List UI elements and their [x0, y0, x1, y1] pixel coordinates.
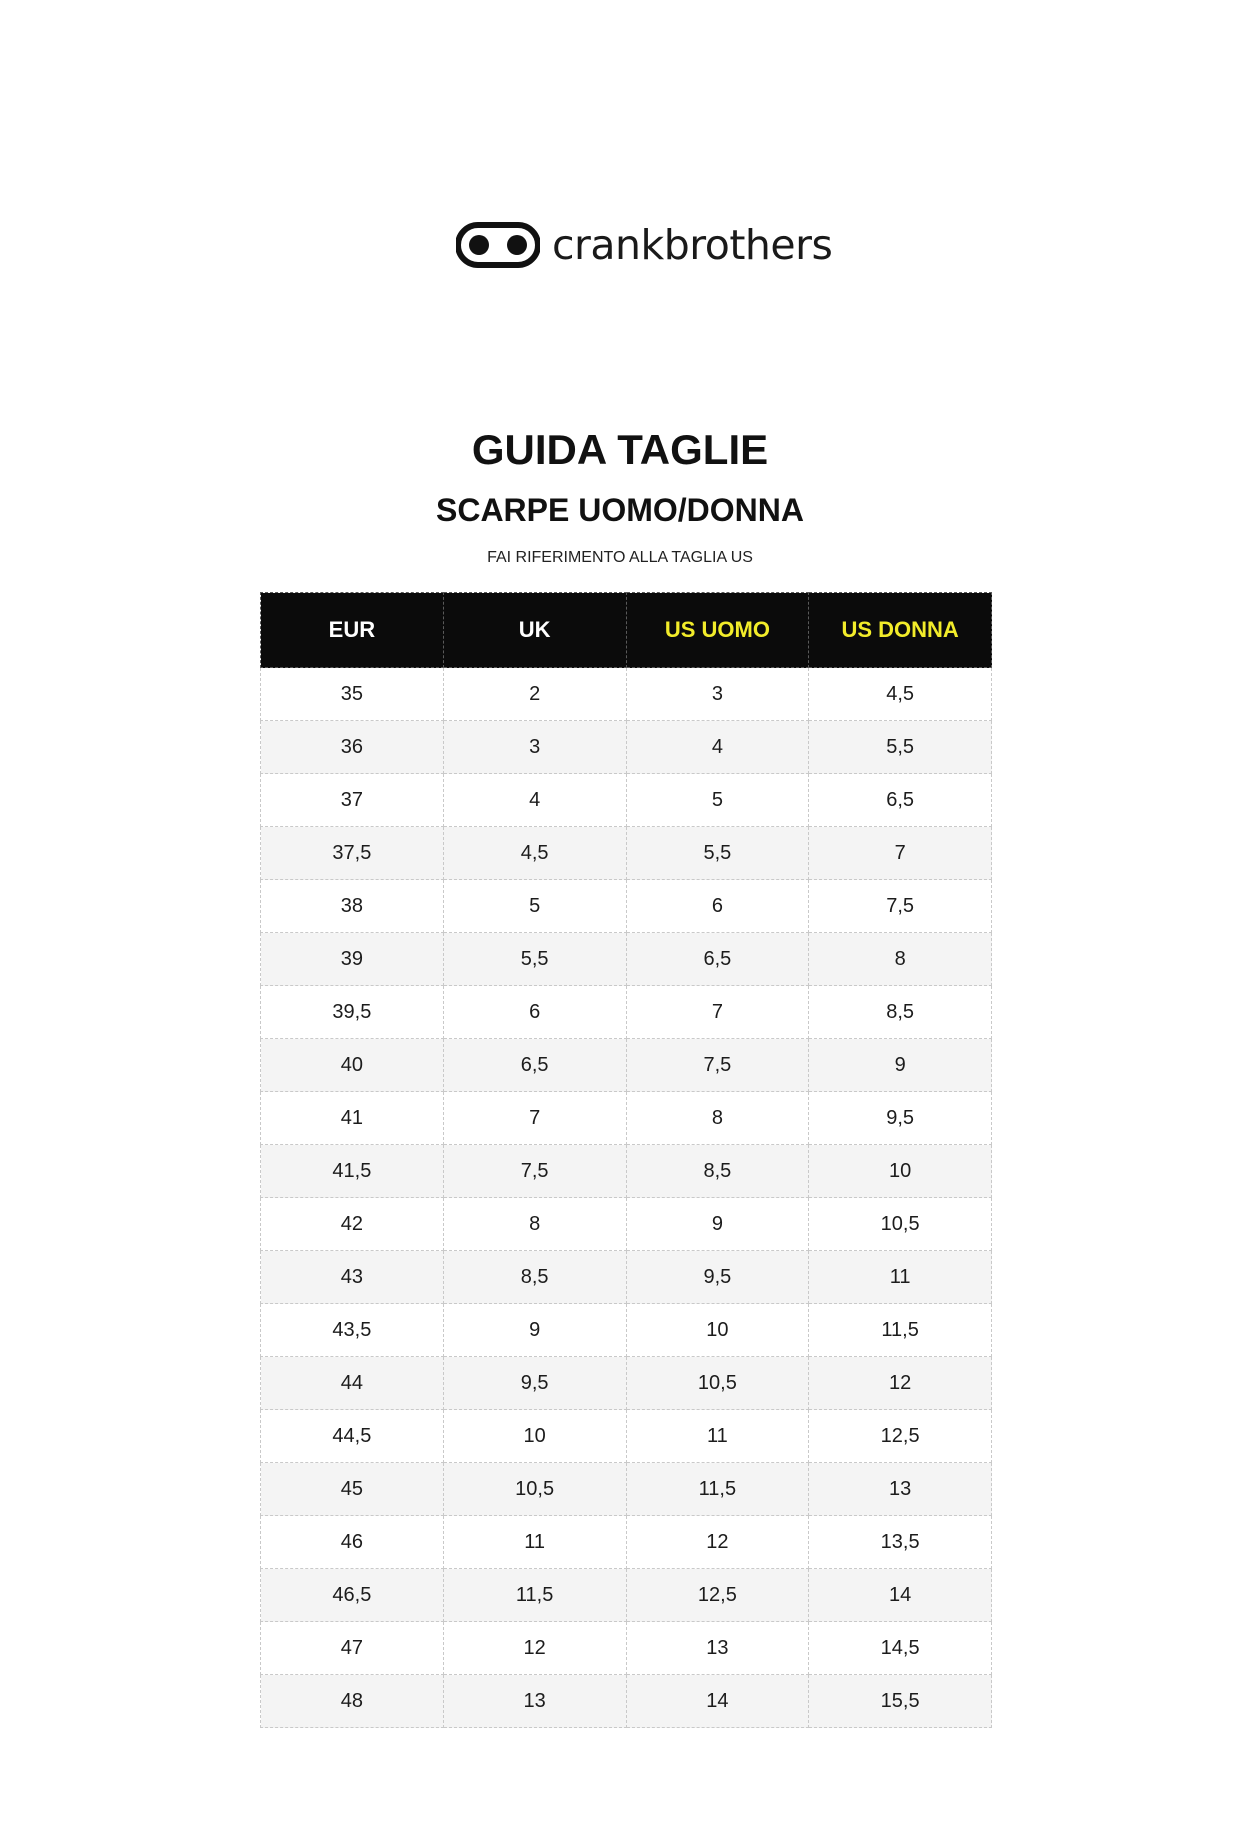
table-cell: 13 — [809, 1463, 992, 1516]
table-row — [261, 1039, 992, 1092]
table-cell: 6,5 — [809, 774, 992, 827]
table-cell: 5,5 — [443, 933, 626, 986]
table-row — [261, 986, 992, 1039]
table-row — [261, 668, 992, 721]
column-header-eur: EUR — [261, 593, 444, 668]
table-cell: 10,5 — [809, 1198, 992, 1251]
table-cell: 41,5 — [261, 1145, 444, 1198]
column-header-us-uomo: US UOMO — [626, 593, 809, 668]
table-row — [261, 1463, 992, 1516]
table-row — [261, 880, 992, 933]
table-body — [261, 668, 992, 1728]
table-cell: 5 — [626, 774, 809, 827]
size-note: FAI RIFERIMENTO ALLA TAGLIA US — [487, 549, 753, 566]
table-cell: 36 — [261, 721, 444, 774]
table-cell: 13,5 — [809, 1516, 992, 1569]
table-row — [261, 721, 992, 774]
table-cell: 8,5 — [809, 986, 992, 1039]
table-cell: 44,5 — [261, 1410, 444, 1463]
table-cell: 8 — [443, 1198, 626, 1251]
table-cell: 7 — [809, 827, 992, 880]
table-cell: 7,5 — [809, 880, 992, 933]
table-row — [261, 1145, 992, 1198]
table-cell: 3 — [443, 721, 626, 774]
table-cell: 5,5 — [809, 721, 992, 774]
size-chart-table — [260, 592, 992, 1728]
table-cell: 3 — [626, 668, 809, 721]
table-cell: 9 — [626, 1198, 809, 1251]
column-header-uk: UK — [443, 593, 626, 668]
table-cell: 12 — [443, 1622, 626, 1675]
table-row — [261, 1675, 992, 1728]
table-cell: 37,5 — [261, 827, 444, 880]
table-cell: 13 — [626, 1622, 809, 1675]
table-row — [261, 1622, 992, 1675]
table-cell: 14 — [809, 1569, 992, 1622]
table-cell: 11 — [443, 1516, 626, 1569]
table-cell: 6,5 — [443, 1039, 626, 1092]
table-cell: 11 — [626, 1410, 809, 1463]
table-cell: 47 — [261, 1622, 444, 1675]
table-row — [261, 1516, 992, 1569]
table-row — [261, 933, 992, 986]
table-cell: 4,5 — [809, 668, 992, 721]
table-cell: 43 — [261, 1251, 444, 1304]
table-cell: 10,5 — [626, 1357, 809, 1410]
table-row — [261, 1357, 992, 1410]
table-cell: 41 — [261, 1092, 444, 1145]
table-header-row — [261, 593, 992, 668]
table-cell: 4 — [443, 774, 626, 827]
brand-name: crankbrothers — [552, 221, 833, 269]
table-cell: 43,5 — [261, 1304, 444, 1357]
table-cell: 5 — [443, 880, 626, 933]
table-cell: 14 — [626, 1675, 809, 1728]
table-cell: 8 — [809, 933, 992, 986]
table-cell: 7,5 — [443, 1145, 626, 1198]
table-cell: 6,5 — [626, 933, 809, 986]
table-row — [261, 1569, 992, 1622]
table-cell: 38 — [261, 880, 444, 933]
table-row — [261, 827, 992, 880]
table-cell: 44 — [261, 1357, 444, 1410]
table-row — [261, 1092, 992, 1145]
table-cell: 9 — [443, 1304, 626, 1357]
table-row — [261, 1304, 992, 1357]
table-cell: 6 — [443, 986, 626, 1039]
table-cell: 9,5 — [443, 1357, 626, 1410]
table-cell: 40 — [261, 1039, 444, 1092]
table-cell: 2 — [443, 668, 626, 721]
table-cell: 7,5 — [626, 1039, 809, 1092]
table-cell: 7 — [443, 1092, 626, 1145]
table-cell: 46,5 — [261, 1569, 444, 1622]
table-row — [261, 774, 992, 827]
table-cell: 5,5 — [626, 827, 809, 880]
table-cell: 9 — [809, 1039, 992, 1092]
table-cell: 11,5 — [626, 1463, 809, 1516]
table-cell: 8,5 — [443, 1251, 626, 1304]
table-cell: 39,5 — [261, 986, 444, 1039]
table-cell: 12 — [626, 1516, 809, 1569]
table-cell: 10 — [626, 1304, 809, 1357]
table-cell: 12,5 — [626, 1569, 809, 1622]
table-cell: 4 — [626, 721, 809, 774]
table-cell: 37 — [261, 774, 444, 827]
table-row — [261, 1410, 992, 1463]
table-cell: 11,5 — [809, 1304, 992, 1357]
table-cell: 35 — [261, 668, 444, 721]
table-cell: 45 — [261, 1463, 444, 1516]
table-cell: 42 — [261, 1198, 444, 1251]
table-row — [261, 1251, 992, 1304]
table-cell: 8 — [626, 1092, 809, 1145]
table-cell: 9,5 — [626, 1251, 809, 1304]
brand-logo — [456, 220, 832, 270]
table-cell: 11 — [809, 1251, 992, 1304]
table-cell: 13 — [443, 1675, 626, 1728]
table-cell: 10 — [809, 1145, 992, 1198]
table-cell: 46 — [261, 1516, 444, 1569]
table-cell: 10 — [443, 1410, 626, 1463]
page-title: GUIDA TAGLIE — [471, 426, 769, 473]
table-cell: 14,5 — [809, 1622, 992, 1675]
table-cell: 8,5 — [626, 1145, 809, 1198]
column-header-us-donna: US DONNA — [809, 593, 992, 668]
table-cell: 39 — [261, 933, 444, 986]
crankbrothers-logo-icon — [456, 221, 540, 269]
table-cell: 4,5 — [443, 827, 626, 880]
table-cell: 12 — [809, 1357, 992, 1410]
table-cell: 6 — [626, 880, 809, 933]
table-cell: 48 — [261, 1675, 444, 1728]
table-header — [261, 593, 992, 668]
table-cell: 15,5 — [809, 1675, 992, 1728]
table-cell: 10,5 — [443, 1463, 626, 1516]
table-cell: 9,5 — [809, 1092, 992, 1145]
table-cell: 7 — [626, 986, 809, 1039]
page-subtitle: SCARPE UOMO/DONNA — [435, 492, 804, 528]
table-cell: 12,5 — [809, 1410, 992, 1463]
table-row — [261, 1198, 992, 1251]
table-cell: 11,5 — [443, 1569, 626, 1622]
